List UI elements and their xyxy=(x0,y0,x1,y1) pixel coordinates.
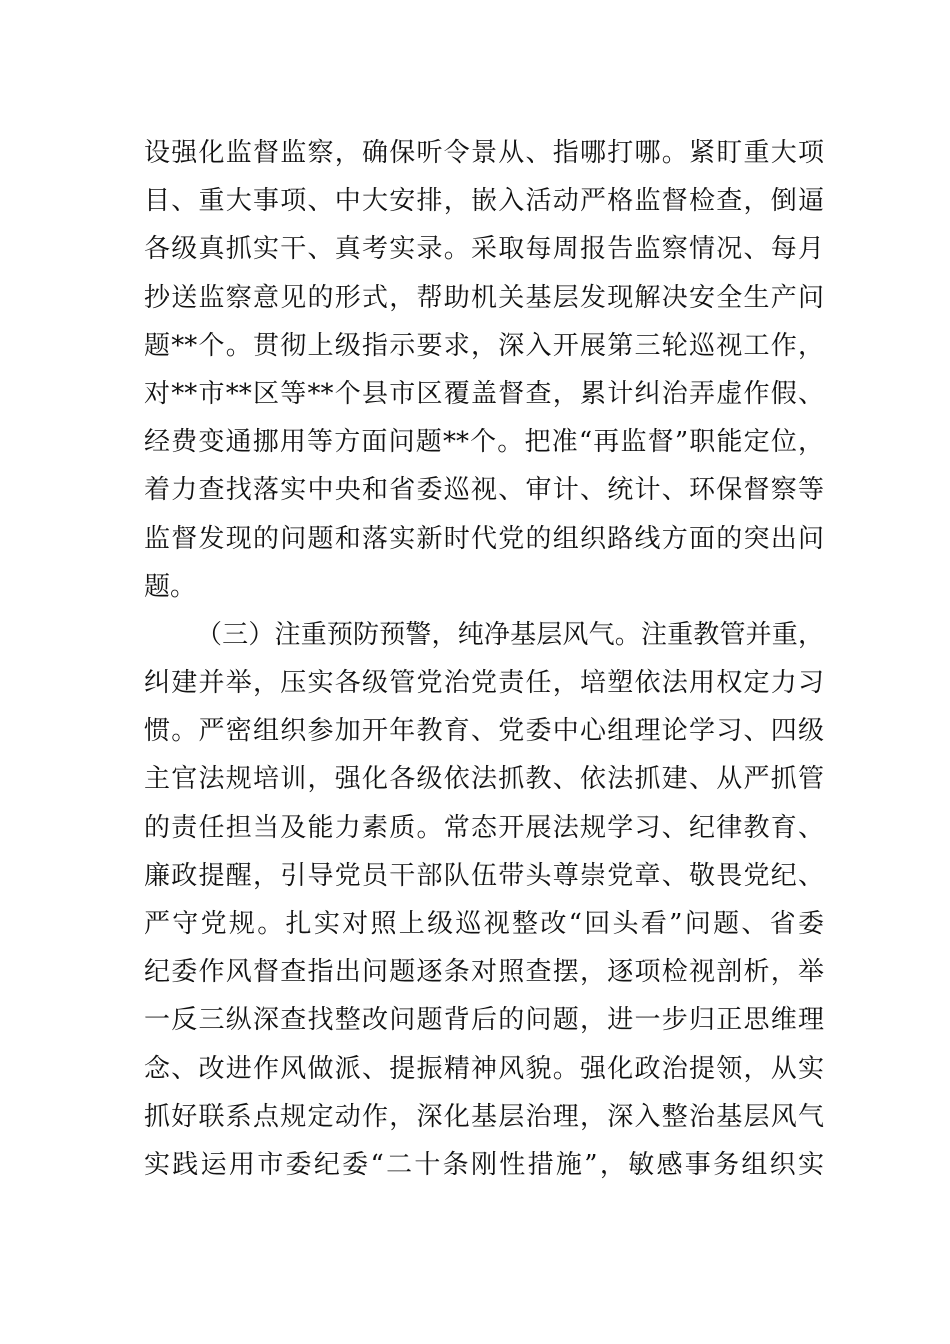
text-line: 纠建并举，压实各级管党治党责任，培塑依法用权定力习 xyxy=(144,668,824,699)
text-line: 对**市**区等**个县市区覆盖督查，累计纠治弄虚作假、 xyxy=(144,378,824,409)
section-heading-line: （三）注重预防预警，纯净基层风气。注重教管并重， xyxy=(196,619,824,650)
text-line: 主官法规培训，强化各级依法抓教、依法抓建、从严抓管 xyxy=(144,764,824,795)
text-line: 的责任担当及能力素质。常态开展法规学习、纪律教育、 xyxy=(144,812,824,843)
text-line: 廉政提醒，引导党员干部队伍带头尊崇党章、敬畏党纪、 xyxy=(144,860,824,891)
text-line: 抄送监察意见的形式，帮助机关基层发现解决安全生产问 xyxy=(144,282,824,313)
text-line: 念、改进作风做派、提振精神风貌。强化政治提领，从实 xyxy=(144,1053,824,1084)
text-line: 设强化监督监察，确保听令景从、指哪打哪。紧盯重大项 xyxy=(144,138,824,168)
text-line: 一反三纵深查找整改问题背后的问题，进一步归正思维理 xyxy=(144,1005,824,1036)
paragraph-2 xyxy=(144,611,824,1189)
text-line: 严守党规。扎实对照上级巡视整改“回头看”问题、省委 xyxy=(144,909,824,939)
text-line: 实践运用市委纪委“二十条刚性措施”，敏感事务组织实 xyxy=(144,1149,824,1180)
document-body xyxy=(144,129,824,1189)
text-line: 目、重大事项、中大安排，嵌入活动严格监督检查，倒逼 xyxy=(144,186,824,217)
paragraph-1 xyxy=(144,129,824,611)
text-line: 抓好联系点规定动作，深化基层治理，深入整治基层风气 xyxy=(144,1101,824,1132)
text-line: 经费变通挪用等方面问题**个。把准“再监督”职能定位， xyxy=(144,427,824,458)
text-line: 各级真抓实干、真考实录。采取每周报告监察情况、每月 xyxy=(144,234,824,265)
text-line: 纪委作风督查指出问题逐条对照查摆，逐项检视剖析，举 xyxy=(144,957,824,988)
text-line: 题。 xyxy=(144,571,197,602)
text-line: 监督发现的问题和落实新时代党的组织路线方面的突出问 xyxy=(144,523,824,554)
text-line: 着力查找落实中央和省委巡视、审计、统计、环保督察等 xyxy=(144,475,824,506)
text-line: 惯。严密组织参加开年教育、党委中心组理论学习、四级 xyxy=(144,716,824,747)
text-line: 题**个。贯彻上级指示要求，深入开展第三轮巡视工作， xyxy=(144,330,824,361)
